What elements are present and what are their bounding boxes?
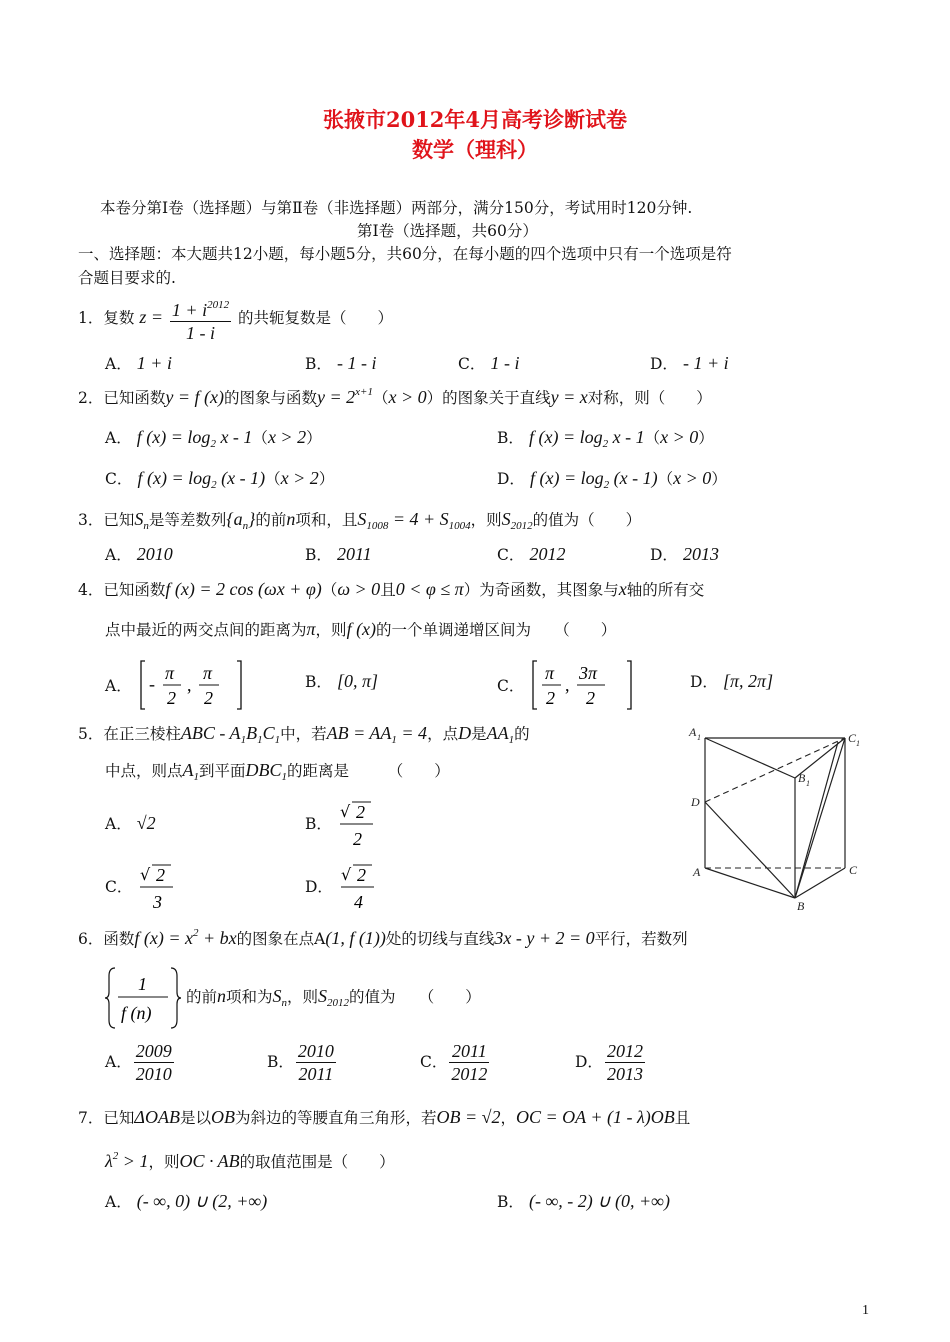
svg-text:3: 3 xyxy=(153,892,163,912)
q6-option-c: C． $\frac{2011}{2012}$ xyxy=(420,1041,488,1084)
q7-option-b: B． (- ∞, - 2) ∪ (0, +∞) xyxy=(497,1191,670,1211)
q2-option-a: A． f $(x) = \log_2 x - 1(x > 2)$ xyxy=(105,427,322,450)
svg-text:2: 2 xyxy=(203,688,213,708)
q5-option-d: D． √ 2 4 xyxy=(305,865,367,912)
svg-text:4: 4 xyxy=(354,892,364,912)
exam-info: 本卷分第Ⅰ卷（选择题）与第Ⅱ卷（非选择题）两部分，满分150分，考试用时120分钟. xyxy=(100,199,693,217)
svg-text:2: 2 xyxy=(355,802,365,822)
interval-c xyxy=(529,659,637,711)
q1-option-a: A． 1 + i xyxy=(105,353,172,373)
question-2: 2．已知函数y = f (x)的图象与函数$y = 2^{x+1}(x > 0)$的图象关于直线y = x对称，则（ ） xyxy=(78,386,712,407)
svg-text:f (n): f (n) xyxy=(121,1003,152,1023)
q4-option-b: B． [0, π] xyxy=(305,671,379,691)
question-1: 1．复数 z = $\frac{1 + i^{2012}}{1 - i}$ 的共轭复数是（ ） xyxy=(78,294,393,344)
q6-option-b: B． $\frac{2010}{2011}$ xyxy=(267,1041,334,1084)
svg-text:√: √ xyxy=(140,865,151,884)
svg-text:1: 1 xyxy=(697,733,701,742)
q1-option-b: B． - 1 - i xyxy=(305,353,377,373)
label-b: B xyxy=(797,899,805,912)
question-7: 7．已知ΔOAB是以OB为斜边的等腰直角三角形，若OB = √2，OC = OA + (1 - λ)OB且 xyxy=(78,1107,691,1127)
svg-text:π: π xyxy=(545,663,555,683)
svg-text:,: , xyxy=(565,675,570,695)
svg-text:,: , xyxy=(186,675,192,695)
label-b1: B xyxy=(798,771,806,785)
svg-text:π: π xyxy=(202,663,212,683)
label-c: C xyxy=(849,863,858,877)
question-3: 3．已知$S_n$是等差数列$\{a_n\}$的前n项和，且$S_{1008} = 4 + S_{1004}$，则$S_{2012}$的值为（ ） xyxy=(78,509,642,532)
fraction: $\frac{1 + i^{2012}}{1 - i}$ xyxy=(170,294,231,344)
svg-text:1: 1 xyxy=(856,739,860,748)
label-a1: A xyxy=(689,725,697,739)
svg-text:2: 2 xyxy=(156,865,166,885)
q3-option-c: C． 2012 xyxy=(497,544,566,564)
q7-option-a: A． (- ∞, 0) ∪ (2, +∞) xyxy=(105,1191,268,1211)
svg-text:2: 2 xyxy=(586,688,596,708)
q5-option-b: B． √ 2 2 xyxy=(305,802,365,849)
q4-option-d: D． [π, 2π] xyxy=(690,671,774,691)
question-4-line2: 点中最近的两交点间的距离为π，则f (x)的一个单调递增区间为 （ ） xyxy=(105,619,617,639)
svg-text:π: π xyxy=(164,663,174,683)
q2-option-b: B． f $(x) = \log_2 x - 1(x > 0)$ xyxy=(497,427,714,450)
q2-option-d: D． f $(x) = \log_2 (x - 1)(x > 0)$ xyxy=(497,468,727,491)
interval-a xyxy=(137,659,245,711)
q4-option-c: C． π 2 , 3π 2 xyxy=(497,659,637,711)
section-instructions-1: 一、选择题：本大题共12小题，每小题5分，共60分，在每小题的四个选项中只有一个选项是符 xyxy=(78,245,732,263)
question-number: 1． xyxy=(78,309,104,327)
question-6-line2: 1 f (n) 的前n项和为$S_n$，则$S_{2012}$的值为 （ ） xyxy=(105,966,481,1030)
sequence-brace xyxy=(105,966,181,1030)
svg-text:1: 1 xyxy=(138,974,147,994)
q5-option-a: A． √2 xyxy=(105,813,156,833)
svg-text:2: 2 xyxy=(166,688,176,708)
label-d: D xyxy=(691,795,700,809)
question-6: 6．函数f $(x) = x^2$ + bx的图象在点A(1, f (1))处的切线与直线3x - y + 2 = 0平行，若数列 xyxy=(78,927,688,948)
part-heading: 第Ⅰ卷（选择题，共60分） xyxy=(357,222,538,240)
q1-option-d: D． - 1 + i xyxy=(650,353,729,373)
page-title: 张掖市2012年4月高考诊断试卷 xyxy=(322,107,628,132)
svg-text:2: 2 xyxy=(546,688,556,708)
question-5-line2: 中点，则点$A_1$到平面$DBC_1$的距离是 （ ） xyxy=(105,760,450,783)
label-c1: C xyxy=(848,731,857,745)
question-5: 5．在正三棱柱ABC - $A_1B_1C_1$中，若AB = $AA_1 = 4$，点D是$AA_1$的 xyxy=(78,723,530,746)
question-7-line2: $\lambda^2 > 1$，则OC · AB的取值范围是（ ） xyxy=(105,1150,395,1171)
page-subtitle: 数学（理科） xyxy=(412,137,538,162)
q5-option-c: C． √ 2 3 xyxy=(105,865,166,912)
svg-text:√: √ xyxy=(339,802,351,821)
q3-option-b: B． 2011 xyxy=(305,544,372,564)
svg-text:-: - xyxy=(148,674,155,694)
page-number: 1 xyxy=(862,1303,869,1318)
q6-option-a: A． $\frac{2009}{2010}$ xyxy=(105,1041,172,1084)
q4-option-a: A． - π 2 , π 2 xyxy=(105,659,245,711)
q3-option-a: A． 2010 xyxy=(105,544,173,564)
prism-figure xyxy=(685,722,865,912)
q3-option-d: D． 2013 xyxy=(650,544,720,564)
section-instructions-2: 合题目要求的. xyxy=(78,269,176,287)
q1-option-c: C． 1 - i xyxy=(458,353,520,373)
question-4: 4．已知函数f (x) = 2 cos (ωx + φ)（ω > 0且0 < φ ≤ π）为奇函数，其图象与x轴的所有交 xyxy=(78,579,705,599)
label-a: A xyxy=(693,865,701,879)
q2-option-c: C． f $(x) = \log_2 (x - 1)(x > 2)$ xyxy=(105,468,335,491)
svg-text:2: 2 xyxy=(357,865,367,885)
svg-text:3π: 3π xyxy=(579,663,598,683)
svg-text:2: 2 xyxy=(352,829,362,849)
q6-option-d: D． $\frac{2012}{2013}$ xyxy=(575,1041,643,1084)
svg-text:√: √ xyxy=(341,865,352,884)
svg-text:1: 1 xyxy=(806,779,810,788)
